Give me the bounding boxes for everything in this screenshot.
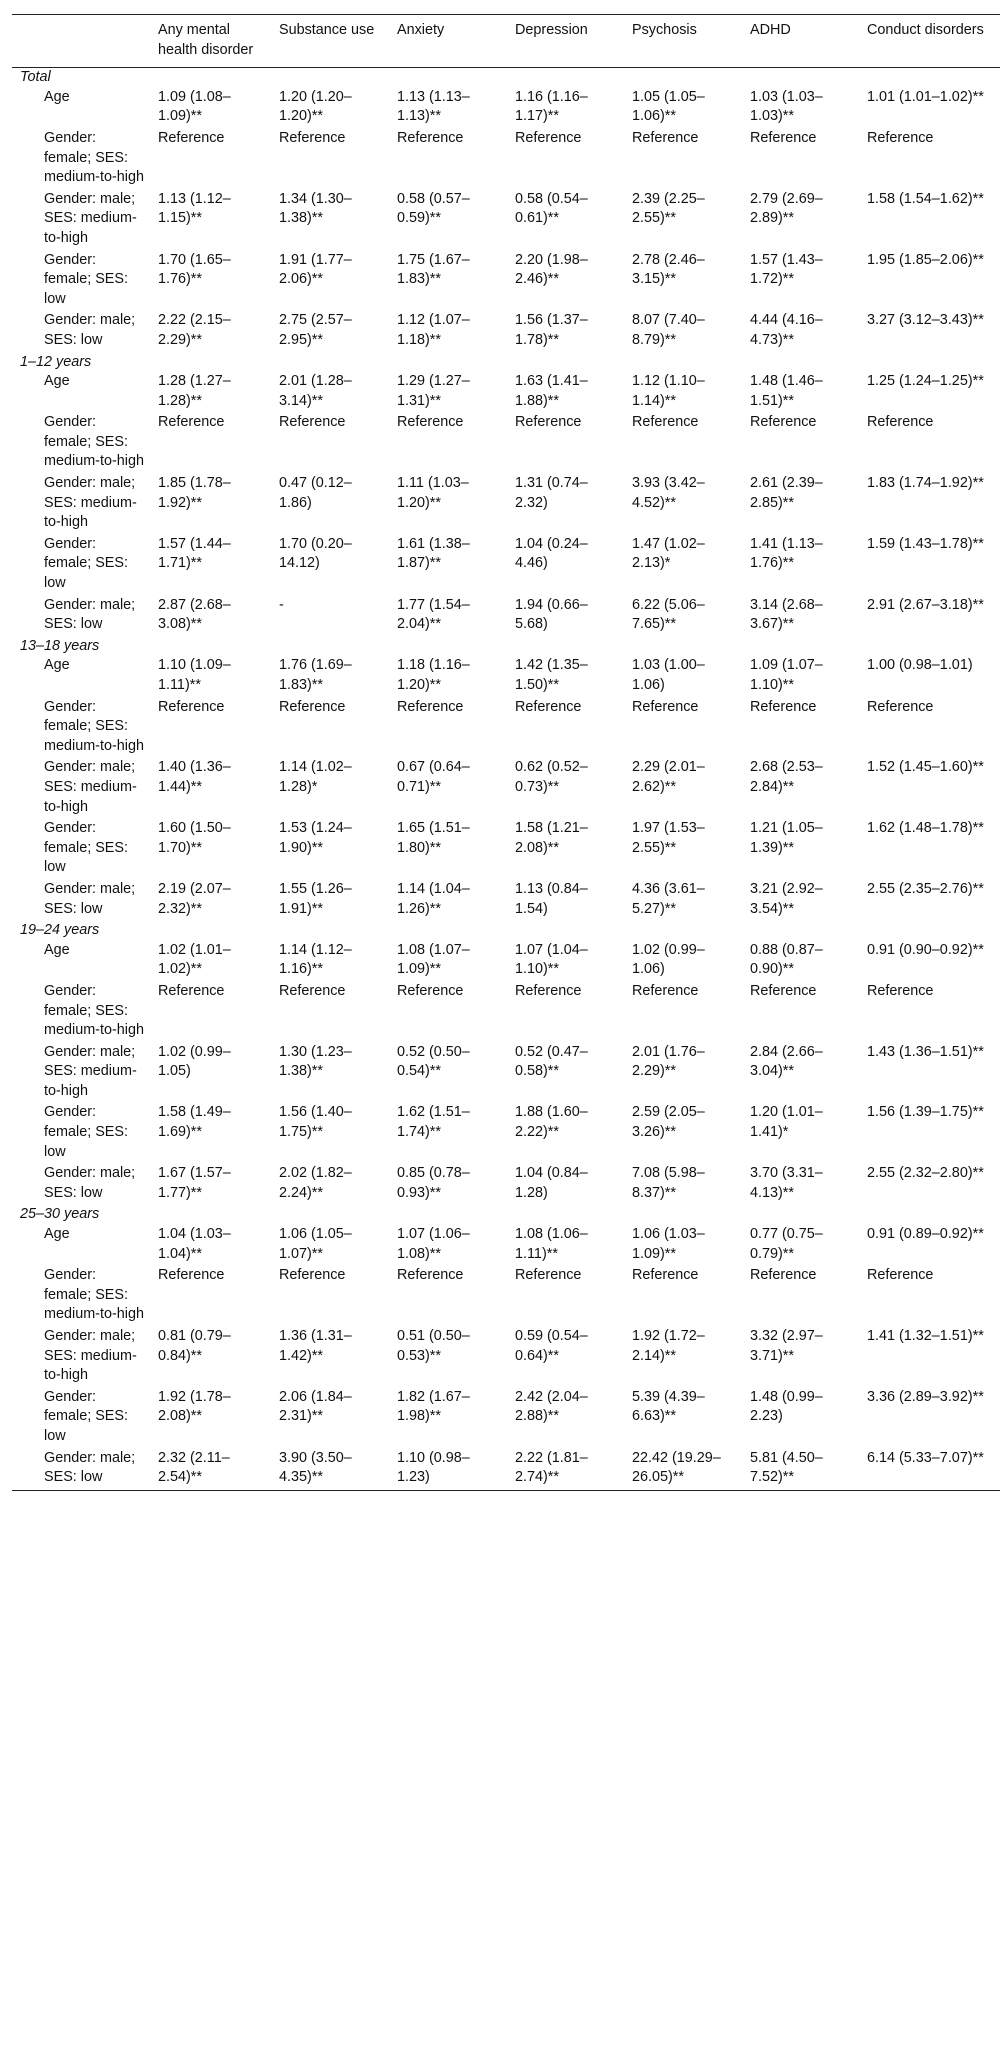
table-row <box>12 190 1000 251</box>
table-cell: Reference <box>158 129 225 146</box>
table-cell: 0.52 (0.47–0.58)** <box>515 1043 588 1080</box>
table-cell: Reference <box>867 1267 934 1284</box>
table-row <box>12 1164 1000 1205</box>
table-cell: 2.06 (1.84–2.31)** <box>279 1388 352 1425</box>
table-cell: 1.76 (1.69–1.83)** <box>279 657 352 693</box>
table-cell: 1.62 (1.51–1.74)** <box>397 1104 470 1141</box>
table-cell: 1.75 (1.67–1.83)** <box>397 251 470 288</box>
table-row <box>12 129 1000 190</box>
table-cell: 1.13 (0.84–1.54) <box>515 880 588 917</box>
row-label: Gender: male; SES: medium-to-high <box>44 759 137 815</box>
column-header: Any mental health disorder <box>158 22 254 58</box>
table-cell: 2.29 (2.01–2.62)** <box>632 759 705 795</box>
table-cell: 1.36 (1.31–1.42)** <box>279 1328 352 1364</box>
table-cell: 1.91 (1.77–2.06)** <box>279 251 352 288</box>
table-cell: 1.43 (1.36–1.51)** <box>867 1043 984 1060</box>
column-header: Depression <box>515 22 588 38</box>
table-cell: 2.61 (2.39–2.85)** <box>750 475 823 511</box>
table-row <box>12 1266 1000 1327</box>
table-cell: 2.01 (1.76–2.29)** <box>632 1043 705 1080</box>
table-cell: 1.41 (1.32–1.51)** <box>867 1328 984 1344</box>
table-cell: 1.52 (1.45–1.60)** <box>867 759 984 776</box>
row-label: Age <box>44 373 70 390</box>
table-row <box>12 758 1000 819</box>
table-cell: 2.39 (2.25–2.55)** <box>632 190 705 227</box>
table-cell: 1.58 (1.49–1.69)** <box>158 1104 231 1141</box>
row-label: Gender: female; SES: low <box>44 1104 128 1160</box>
table-cell: 7.08 (5.98–8.37)** <box>632 1165 705 1201</box>
table-cell: 1.02 (0.99–1.06) <box>632 941 705 978</box>
table-cell: 2.01 (1.28–3.14)** <box>279 373 352 409</box>
odds-ratio-table <box>12 14 1000 1491</box>
table-row <box>12 311 1000 352</box>
section-row <box>12 637 1000 657</box>
table-cell: 1.56 (1.37–1.78)** <box>515 312 588 348</box>
table-cell: 1.14 (1.12–1.16)** <box>279 941 352 978</box>
table-cell: 1.02 (0.99–1.05) <box>158 1043 231 1080</box>
table-cell: 1.25 (1.24–1.25)** <box>867 373 984 390</box>
row-label: Gender: female; SES: low <box>44 535 128 592</box>
table-cell: 3.90 (3.50–4.35)** <box>279 1449 352 1486</box>
table-cell: Reference <box>158 1267 225 1284</box>
table-cell: Reference <box>867 129 934 146</box>
table-cell: Reference <box>515 129 582 146</box>
table-cell: 1.48 (0.99–2.23) <box>750 1388 823 1425</box>
table-cell: 0.62 (0.52–0.73)** <box>515 759 588 795</box>
table-cell: 1.57 (1.44–1.71)** <box>158 535 231 572</box>
table-cell: 1.09 (1.07–1.10)** <box>750 657 823 693</box>
section-title: 1–12 years <box>20 353 92 370</box>
table-cell: 0.58 (0.57–0.59)** <box>397 190 470 227</box>
table-cell: 1.00 (0.98–1.01) <box>867 657 973 674</box>
table-cell: - <box>279 596 284 613</box>
table-cell: 1.55 (1.26–1.91)** <box>279 880 352 917</box>
table-cell: 1.29 (1.27–1.31)** <box>397 373 470 409</box>
table-cell: 1.13 (1.12–1.15)** <box>158 190 231 227</box>
table-cell: 1.48 (1.46–1.51)** <box>750 373 823 409</box>
row-label: Gender: male; SES: medium-to-high <box>44 1043 137 1099</box>
table-cell: 0.47 (0.12–1.86) <box>279 475 352 511</box>
header-row <box>12 15 1000 68</box>
table-cell: 1.13 (1.13–1.13)** <box>397 88 470 125</box>
row-label: Gender: male; SES: low <box>44 1449 136 1486</box>
row-label: Gender: female; SES: low <box>44 1388 128 1444</box>
row-label: Gender: female; SES: medium-to-high <box>44 414 144 470</box>
table-cell: 1.04 (0.84–1.28) <box>515 1165 588 1201</box>
table-cell: 1.42 (1.35–1.50)** <box>515 657 588 693</box>
table-cell: Reference <box>158 414 225 431</box>
table-row <box>12 1388 1000 1449</box>
section-title: 19–24 years <box>20 922 100 939</box>
table-cell: 3.70 (3.31–4.13)** <box>750 1165 823 1201</box>
table-cell: Reference <box>750 414 817 431</box>
table-cell: 1.31 (0.74–2.32) <box>515 475 588 511</box>
table-cell: 1.83 (1.74–1.92)** <box>867 475 984 492</box>
table-cell: Reference <box>750 982 817 999</box>
section-row <box>12 353 1000 373</box>
table-cell: Reference <box>397 1267 464 1284</box>
row-label: Age <box>44 88 70 105</box>
table-cell: 1.20 (1.20–1.20)** <box>279 88 352 125</box>
table-row <box>12 372 1000 413</box>
table-cell: Reference <box>397 982 464 999</box>
row-label: Gender: male; SES: medium-to-high <box>44 190 137 246</box>
section-row <box>12 921 1000 941</box>
table-cell: Reference <box>279 129 346 146</box>
table-cell: 1.62 (1.48–1.78)** <box>867 820 984 837</box>
table-cell: Reference <box>632 982 699 999</box>
table-cell: Reference <box>397 414 464 431</box>
table-cell: 1.65 (1.51–1.80)** <box>397 820 470 856</box>
table-cell: 1.09 (1.08–1.09)** <box>158 88 231 125</box>
table-cell: 0.85 (0.78–0.93)** <box>397 1165 470 1201</box>
table-cell: 2.55 (2.35–2.76)** <box>867 880 984 897</box>
table-cell: 1.12 (1.10–1.14)** <box>632 373 705 409</box>
row-label: Age <box>44 657 70 674</box>
table-cell: 1.34 (1.30–1.38)** <box>279 190 352 227</box>
table-cell: 1.95 (1.85–2.06)** <box>867 251 984 268</box>
table-row <box>12 656 1000 697</box>
table-cell: 0.88 (0.87–0.90)** <box>750 941 823 978</box>
table-cell: 1.41 (1.13–1.76)** <box>750 535 823 572</box>
table-cell: Reference <box>867 982 934 999</box>
table-cell: 1.07 (1.06–1.08)** <box>397 1226 470 1262</box>
table-row <box>12 982 1000 1043</box>
row-label: Gender: female; SES: low <box>44 251 128 307</box>
column-header: Substance use <box>279 22 375 38</box>
table-cell: 1.05 (1.05–1.06)** <box>632 88 705 125</box>
table-cell: 1.01 (1.01–1.02)** <box>867 88 984 105</box>
table-cell: 1.20 (1.01–1.41)* <box>750 1104 823 1141</box>
table-cell: 0.51 (0.50–0.53)** <box>397 1328 470 1364</box>
row-label: Gender: female; SES: medium-to-high <box>44 698 144 754</box>
table-header <box>12 15 1000 68</box>
table-cell: 1.08 (1.07–1.09)** <box>397 941 470 978</box>
table-cell: 3.93 (3.42–4.52)** <box>632 475 705 511</box>
table-cell: Reference <box>632 1267 699 1284</box>
column-header: Anxiety <box>397 22 445 38</box>
table-cell: 22.42 (19.29–26.05)** <box>632 1449 721 1486</box>
table-cell: 1.03 (1.00–1.06) <box>632 657 705 693</box>
table-cell: 1.12 (1.07–1.18)** <box>397 312 470 348</box>
table-cell: 1.53 (1.24–1.90)** <box>279 820 352 856</box>
table-cell: 1.07 (1.04–1.10)** <box>515 941 588 978</box>
column-header: Psychosis <box>632 22 697 38</box>
table-row <box>12 88 1000 129</box>
table-cell: 1.70 (0.20–14.12) <box>279 535 352 572</box>
table-cell: 2.20 (1.98–2.46)** <box>515 251 588 288</box>
table-row <box>12 1327 1000 1388</box>
table-cell: 2.87 (2.68–3.08)** <box>158 596 231 633</box>
section-title: 13–18 years <box>20 637 100 654</box>
table-cell: 1.70 (1.65–1.76)** <box>158 251 231 288</box>
table-cell: Reference <box>279 982 346 999</box>
table-cell: 1.88 (1.60–2.22)** <box>515 1104 588 1141</box>
section-row <box>12 68 1000 88</box>
column-header: ADHD <box>750 22 791 38</box>
table-cell: 1.85 (1.78–1.92)** <box>158 475 231 511</box>
table-cell: 1.56 (1.39–1.75)** <box>867 1104 984 1121</box>
table-row <box>12 596 1000 637</box>
table-cell: 1.04 (1.03–1.04)** <box>158 1226 231 1262</box>
table-cell: Reference <box>632 129 699 146</box>
table-cell: 5.39 (4.39–6.63)** <box>632 1388 705 1425</box>
table-row <box>12 251 1000 312</box>
table-cell: 0.58 (0.54–0.61)** <box>515 190 588 227</box>
table-cell: 2.78 (2.46–3.15)** <box>632 251 705 288</box>
row-label: Gender: male; SES: low <box>44 312 136 348</box>
table-cell: 1.04 (0.24–4.46) <box>515 535 588 572</box>
table-cell: Reference <box>279 1267 346 1284</box>
table-cell: 2.42 (2.04–2.88)** <box>515 1388 588 1425</box>
table-cell: 0.77 (0.75–0.79)** <box>750 1226 823 1262</box>
table-cell: 1.77 (1.54–2.04)** <box>397 596 470 633</box>
table-cell: Reference <box>397 129 464 146</box>
table-cell: Reference <box>750 129 817 146</box>
table-cell: 1.61 (1.38–1.87)** <box>397 535 470 572</box>
row-label: Gender: female; SES: medium-to-high <box>44 129 144 186</box>
table-cell: 0.67 (0.64–0.71)** <box>397 759 470 795</box>
table-cell: Reference <box>515 1267 582 1284</box>
table-cell: 1.30 (1.23–1.38)** <box>279 1043 352 1080</box>
table-row <box>12 819 1000 880</box>
table-cell: 1.14 (1.02–1.28)* <box>279 759 352 795</box>
table-cell: 1.59 (1.43–1.78)** <box>867 535 984 552</box>
table-cell: 2.79 (2.69–2.89)** <box>750 190 823 227</box>
table-body <box>12 68 1000 1491</box>
table-row <box>12 1103 1000 1164</box>
table-cell: 1.08 (1.06–1.11)** <box>515 1226 588 1262</box>
table-cell: 3.14 (2.68–3.67)** <box>750 596 823 633</box>
table-cell: 2.32 (2.11–2.54)** <box>158 1449 230 1486</box>
row-label: Gender: female; SES: medium-to-high <box>44 1267 144 1323</box>
table-cell: Reference <box>515 982 582 999</box>
table-cell: 1.28 (1.27–1.28)** <box>158 373 231 409</box>
table-cell: 4.36 (3.61–5.27)** <box>632 880 705 917</box>
section-title: Total <box>20 69 51 86</box>
table-cell: Reference <box>158 982 225 999</box>
table-row <box>12 413 1000 474</box>
table-cell: Reference <box>279 698 346 715</box>
table-cell: 2.22 (2.15–2.29)** <box>158 312 231 348</box>
table-cell: 1.56 (1.40–1.75)** <box>279 1104 352 1141</box>
column-header: Conduct disorders <box>867 22 984 38</box>
table-cell: 0.81 (0.79–0.84)** <box>158 1328 231 1364</box>
table-cell: 1.67 (1.57–1.77)** <box>158 1165 231 1201</box>
table-row <box>12 1043 1000 1104</box>
section-title: 25–30 years <box>20 1206 100 1223</box>
table-cell: 0.91 (0.89–0.92)** <box>867 1226 984 1243</box>
table-cell: 1.94 (0.66–5.68) <box>515 596 588 633</box>
table-cell: 1.63 (1.41–1.88)** <box>515 373 588 409</box>
table-cell: Reference <box>632 698 699 715</box>
table-cell: 2.22 (1.81–2.74)** <box>515 1449 588 1486</box>
table-cell: 1.11 (1.03–1.20)** <box>397 475 469 511</box>
table-cell: 1.16 (1.16–1.17)** <box>515 88 588 125</box>
table-row <box>12 535 1000 596</box>
table-row <box>12 880 1000 921</box>
table-cell: 3.27 (3.12–3.43)** <box>867 312 984 329</box>
table-cell: 1.82 (1.67–1.98)** <box>397 1388 470 1425</box>
table-cell: 2.02 (1.82–2.24)** <box>279 1165 352 1201</box>
table-cell: 1.18 (1.16–1.20)** <box>397 657 470 693</box>
table-cell: 1.06 (1.05–1.07)** <box>279 1226 352 1262</box>
table-cell: 1.06 (1.03–1.09)** <box>632 1226 705 1262</box>
row-label: Gender: female; SES: low <box>44 820 128 876</box>
table-cell: 1.60 (1.50–1.70)** <box>158 820 231 856</box>
table-cell: 3.36 (2.89–3.92)** <box>867 1388 984 1405</box>
table-cell: Reference <box>158 698 225 715</box>
table-cell: Reference <box>750 1267 817 1284</box>
table-cell: Reference <box>279 414 346 431</box>
table-cell: 1.02 (1.01–1.02)** <box>158 941 231 978</box>
row-label: Gender: female; SES: medium-to-high <box>44 982 144 1039</box>
table-cell: 5.81 (4.50–7.52)** <box>750 1449 823 1486</box>
table-cell: Reference <box>632 414 699 431</box>
table-cell: 0.52 (0.50–0.54)** <box>397 1043 470 1080</box>
table-cell: 2.68 (2.53–2.84)** <box>750 759 823 795</box>
row-label: Gender: male; SES: low <box>44 880 136 917</box>
table-cell: Reference <box>750 698 817 715</box>
table-cell: 1.03 (1.03–1.03)** <box>750 88 823 125</box>
section-row <box>12 1205 1000 1225</box>
table-cell: Reference <box>515 698 582 715</box>
table-row <box>12 474 1000 535</box>
table-cell: Reference <box>867 698 934 715</box>
table-cell: Reference <box>515 414 582 431</box>
table-cell: 1.57 (1.43–1.72)** <box>750 251 823 288</box>
table-cell: 1.97 (1.53–2.55)** <box>632 820 705 856</box>
table-cell: 1.58 (1.54–1.62)** <box>867 190 984 207</box>
row-label: Gender: male; SES: low <box>44 1165 136 1201</box>
row-label: Gender: male; SES: low <box>44 596 136 633</box>
table-cell: 2.91 (2.67–3.18)** <box>867 596 984 613</box>
table-cell: 2.55 (2.32–2.80)** <box>867 1165 984 1182</box>
table-cell: 2.19 (2.07–2.32)** <box>158 880 231 917</box>
table-row <box>12 1225 1000 1266</box>
table-cell: 3.32 (2.97–3.71)** <box>750 1328 823 1364</box>
table-cell: 1.58 (1.21–2.08)** <box>515 820 588 856</box>
table-cell: 0.59 (0.54–0.64)** <box>515 1328 588 1364</box>
table-cell: 4.44 (4.16–4.73)** <box>750 312 823 348</box>
table-row <box>12 1449 1000 1491</box>
table-row <box>12 941 1000 982</box>
table-cell: 1.14 (1.04–1.26)** <box>397 880 470 917</box>
table-row <box>12 698 1000 759</box>
row-label: Gender: male; SES: medium-to-high <box>44 475 137 531</box>
row-label: Age <box>44 1226 70 1243</box>
table-cell: 6.14 (5.33–7.07)** <box>867 1449 984 1466</box>
table-cell: 0.91 (0.90–0.92)** <box>867 941 984 958</box>
table-cell: Reference <box>867 414 934 431</box>
table-cell: 1.40 (1.36–1.44)** <box>158 759 231 795</box>
row-label: Age <box>44 941 70 958</box>
table-cell: 1.21 (1.05–1.39)** <box>750 820 823 856</box>
table-cell: Reference <box>397 698 464 715</box>
table-cell: 2.75 (2.57–2.95)** <box>279 312 352 348</box>
table-cell: 1.10 (1.09–1.11)** <box>158 657 231 693</box>
header-cell-row-label <box>12 15 150 68</box>
table-cell: 1.92 (1.72–2.14)** <box>632 1328 705 1364</box>
table-cell: 1.47 (1.02–2.13)* <box>632 535 705 572</box>
table-cell: 3.21 (2.92–3.54)** <box>750 880 823 917</box>
table-cell: 6.22 (5.06–7.65)** <box>632 596 705 633</box>
table-cell: 8.07 (7.40–8.79)** <box>632 312 705 348</box>
row-label: Gender: male; SES: medium-to-high <box>44 1328 137 1384</box>
table-cell: 1.10 (0.98–1.23) <box>397 1449 470 1486</box>
table-cell: 1.92 (1.78–2.08)** <box>158 1388 231 1425</box>
table-cell: 2.84 (2.66–3.04)** <box>750 1043 823 1080</box>
table-cell: 2.59 (2.05–3.26)** <box>632 1104 705 1141</box>
